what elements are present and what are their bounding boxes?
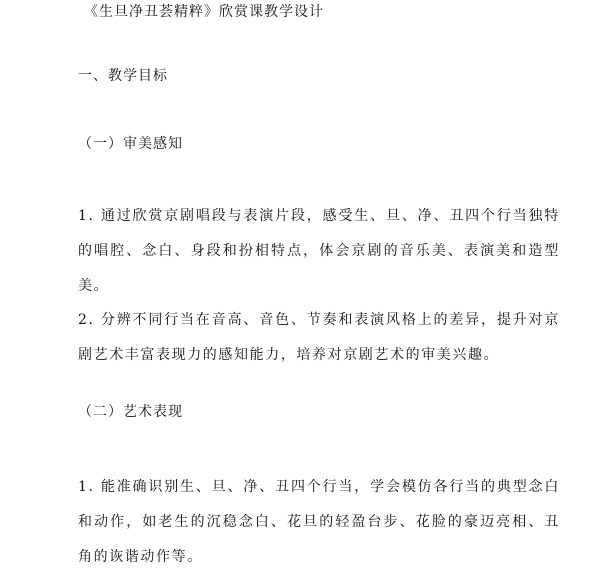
paragraph-aesthetic-item-2: 2. 分辨不同行当在音高、音色、节奏和表演风格上的差异，提升对京剧艺术丰富表现力的感知能力，培养对京剧艺术的审美兴趣。 bbox=[78, 312, 560, 363]
document-title: 《生旦净丑荟精粹》欣赏课教学设计 bbox=[84, 4, 324, 20]
subsection-heading-artistic-expression: （二）艺术表现 bbox=[78, 404, 183, 420]
section-heading-teaching-goals: 一、教学目标 bbox=[78, 68, 168, 84]
paragraph-artistic-item-1: 1. 能准确识别生、旦、净、丑四个行当，学会模仿各行当的典型念白和动作，如老生的沉稳念白、花旦的轻盈台步、花脸的豪迈亮相、丑角的诙谐动作等。 bbox=[78, 479, 560, 565]
subsection-heading-aesthetic-perception: （一）审美感知 bbox=[78, 136, 183, 152]
paragraph-aesthetic-item-1: 1. 通过欣赏京剧唱段与表演片段，感受生、旦、净、丑四个行当独特的唱腔、念白、身段和扮相特点，体会京剧的音乐美、表演美和造型美。 bbox=[78, 208, 560, 294]
